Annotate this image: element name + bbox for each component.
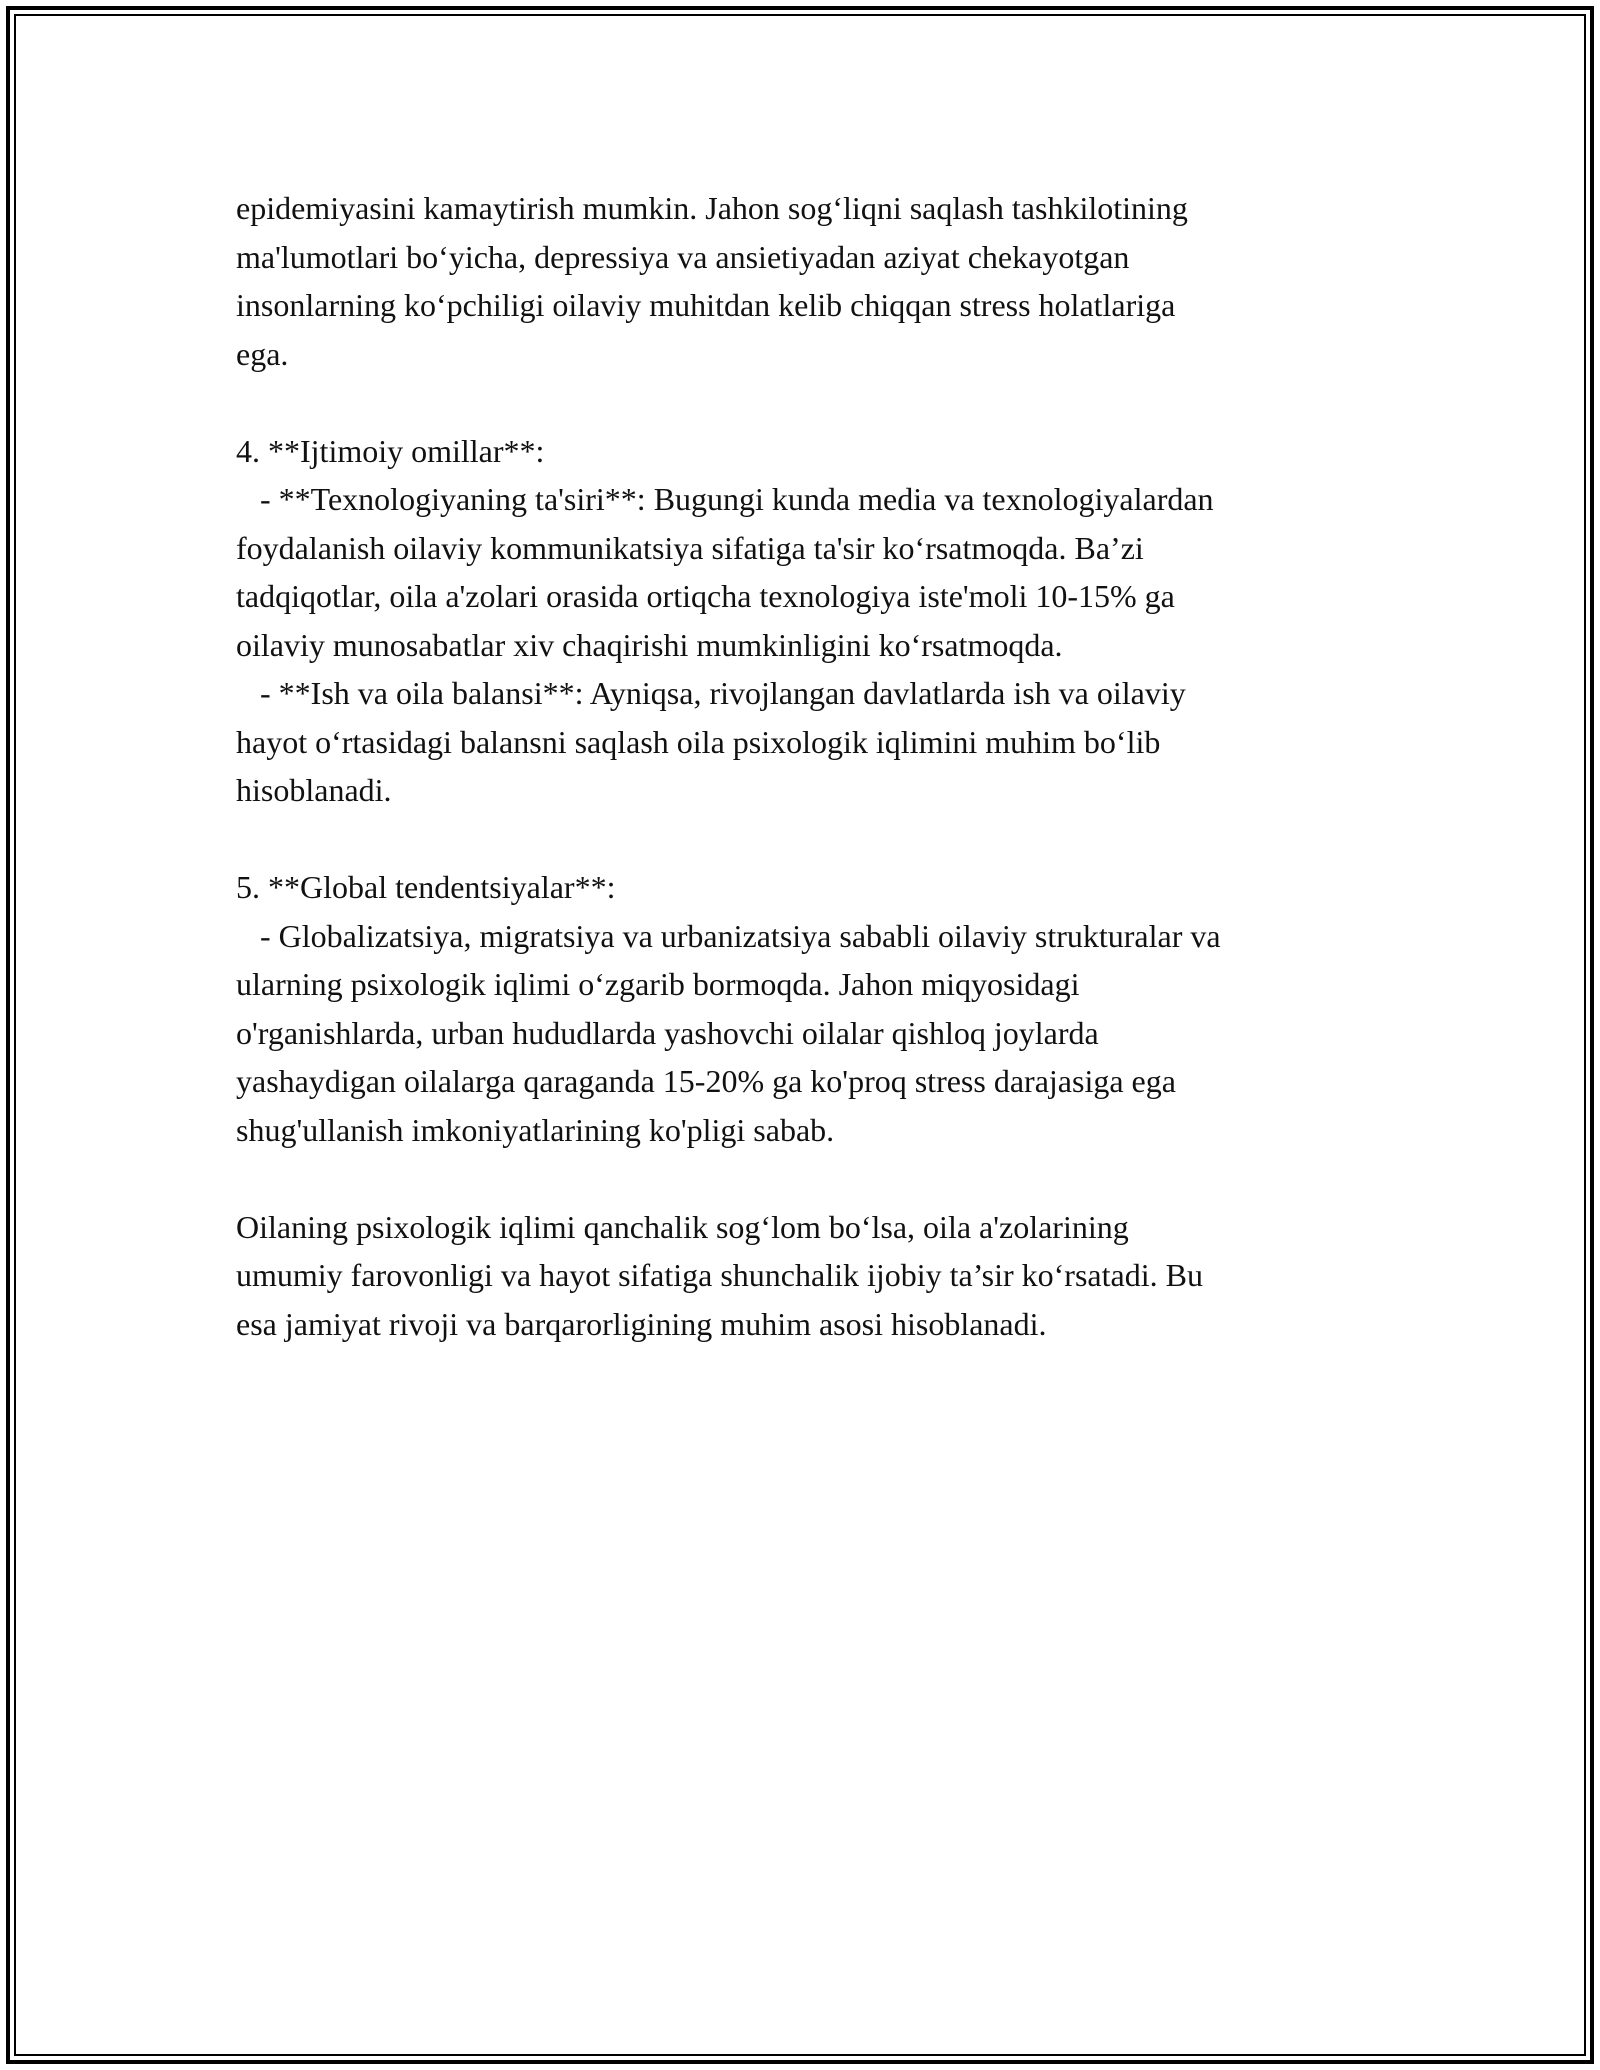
text-line: hisoblanadi. — [236, 772, 392, 808]
section-4-item-technology — [236, 475, 1376, 669]
text-line: - Globalizatsiya, migratsiya va urbanizatsiya sababli oilaviy strukturalar va — [236, 917, 1221, 954]
text-line: foydalanish oilaviy kommunikatsiya sifatiga ta'sir ko‘rsatmoqda. Ba’zi — [236, 529, 1144, 566]
spacer — [236, 378, 1376, 427]
text-line: ularning psixologik iqlimi o‘zgarib bormoqda. Jahon miqyosidagi — [236, 966, 1080, 1002]
text-line: ega. — [236, 335, 289, 372]
text-line: shug'ullanish imkoniyatlarining ko'pligi sabab. — [236, 1111, 835, 1148]
spacer — [236, 815, 1376, 864]
text-line: tadqiqotlar, oila a'zolari orasida ortiqcha texnologiya iste'moli 10-15% ga — [236, 578, 1175, 614]
text-line: ma'lumotlari bo‘yicha, depressiya va ansietiyadan aziyat chekayotgan — [236, 238, 1130, 275]
text-line: - **Texnologiyaning ta'siri**: Bugungi kunda media va texnologiyalardan — [236, 481, 1214, 517]
text-line: umumiy farovonligi va hayot sifatiga shunchalik ijobiy ta’sir ko‘rsatadi. Bu — [236, 1257, 1203, 1293]
section-4 — [236, 427, 1376, 815]
section-5-item-globalization — [236, 912, 1376, 1155]
text-line: oilaviy munosabatlar xiv chaqirishi mumkinligini ko‘rsatmoqda. — [236, 626, 1063, 663]
section-5 — [236, 863, 1376, 1154]
text-line: Oilaning psixologik iqlimi qanchalik sog‘lom bo‘lsa, oila a'zolarining — [236, 1208, 1129, 1245]
section-5-heading: 5. **Global tendentsiyalar**: — [236, 869, 616, 905]
text-line: o'rganishlarda, urban hududlarda yashovchi oilalar qishloq joylarda — [236, 1014, 1099, 1051]
conclusion-paragraph — [236, 1203, 1376, 1349]
text-line: - **Ish va oila balansi**: Ayniqsa, rivojlangan davlatlarda ish va oilaviy — [236, 675, 1186, 711]
paragraph-1 — [236, 184, 1376, 378]
section-4-heading: 4. **Ijtimoiy omillar**: — [236, 432, 545, 469]
document-body — [236, 184, 1376, 1348]
text-line: epidemiyasini kamaytirish mumkin. Jahon sog‘liqni saqlash tashkilotining — [236, 190, 1188, 226]
text-line: insonlarning ko‘pchiligi oilaviy muhitdan kelib chiqqan stress holatlariga — [236, 287, 1176, 323]
text-line: hayot o‘rtasidagi balansni saqlash oila psixologik iqlimini muhim bo‘lib — [236, 723, 1161, 760]
spacer — [236, 1154, 1376, 1203]
section-4-item-work-family-balance — [236, 669, 1376, 815]
text-line: esa jamiyat rivoji va barqarorligining muhim asosi hisoblanadi. — [236, 1305, 1047, 1342]
text-line: yashaydigan oilalarga qaraganda 15-20% ga ko'proq stress darajasiga ega — [236, 1063, 1176, 1099]
